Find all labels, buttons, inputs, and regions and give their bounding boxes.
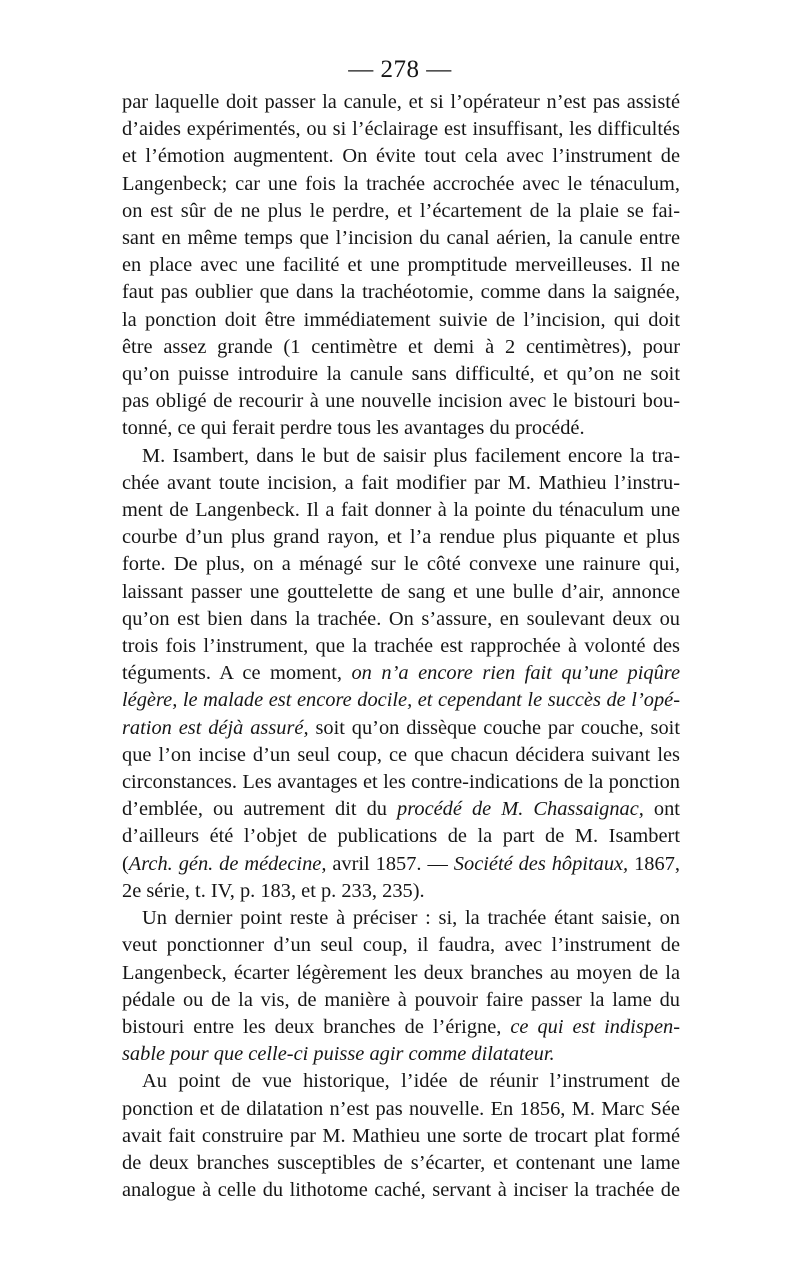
italic-text: Société des hôpitaux, xyxy=(453,852,629,875)
text-line: chée avant toute incision, a fait modifier par M. Mathieu l’instru- xyxy=(122,471,680,494)
italic-text: Arch. gén. de médecine, xyxy=(128,852,327,875)
italic-text: légère, le malade est encore docile, et cependant le succès de l’opé- xyxy=(122,689,680,712)
text-line: que l’on incise d’un seul coup, ce que chacun décidera suivant les xyxy=(122,743,680,766)
page-number: — 278 — xyxy=(348,56,452,83)
text-line: sant en même temps que l’incision du canal aérien, la canule entre xyxy=(122,227,680,250)
text-line xyxy=(122,660,680,687)
text-line xyxy=(122,1041,680,1068)
text-line: M. Isambert, dans le but de saisir plus facilement encore la tra- xyxy=(142,444,680,467)
text-line: faut pas oublier que dans la trachéotomie, comme dans la saignée, xyxy=(122,281,680,304)
text-line: on est sûr de ne plus le perdre, et l’écartement de la plaie se fai- xyxy=(122,199,680,222)
text-line: pas obligé de recourir à une nouvelle incision avec le bistouri bou- xyxy=(122,390,680,413)
text-line xyxy=(122,715,680,742)
text-line: la ponction doit être immédiatement suivie de l’incision, qui doit xyxy=(122,308,680,331)
text-line: qu’on puisse introduire la canule sans difficulté, et qu’on ne soit xyxy=(122,363,680,386)
italic-text: procédé de M. Chassaignac, xyxy=(397,798,644,821)
italic-text: ce qui est indispen- xyxy=(510,1015,680,1038)
text-line: veut ponctionner d’un seul coup, il faudra, avec l’instrument de xyxy=(122,934,680,957)
text-line: trois fois l’instrument, que la trachée est rapprochée à volonté des xyxy=(122,635,680,658)
text-line: et l’émotion augmentent. On évite tout cela avec l’instrument de xyxy=(122,145,680,168)
text-line: laissant passer une gouttelette de sang et une bulle d’air, annonce xyxy=(122,580,680,603)
text-line: Au point de vue historique, l’idée de réunir l’instrument de xyxy=(142,1070,680,1093)
text-line: circonstances. Les avantages et les contre-indications de la ponction xyxy=(122,771,680,794)
text-line: pédale ou de la vis, de manière à pouvoir faire passer la lame du xyxy=(122,988,680,1011)
text-span: téguments. A ce moment, xyxy=(122,662,342,685)
text-line: en place avec une facilité et une promptitude merveilleuses. Il ne xyxy=(122,254,680,277)
text-span: ont xyxy=(653,798,680,821)
text-span: d’emblée, ou autrement dit du xyxy=(122,798,387,821)
text-line: ponction et de dilatation n’est pas nouvelle. En 1856, M. Marc Sée xyxy=(122,1097,680,1120)
text-line: Un dernier point reste à préciser : si, la trachée étant saisie, on xyxy=(142,907,680,930)
text-line: tonné, ce qui ferait perdre tous les avantages du procédé. xyxy=(122,417,585,440)
body-text xyxy=(122,89,680,1204)
text-line xyxy=(122,687,680,714)
text-span: 1867, xyxy=(634,852,680,875)
text-line: analogue à celle du lithotome caché, servant à inciser la trachée de xyxy=(122,1179,680,1202)
text-line: par laquelle doit passer la canule, et si l’opérateur n’est pas assisté xyxy=(122,91,680,113)
italic-text: ration est déjà assuré, xyxy=(122,716,309,739)
text-line: d’ailleurs été l’objet de publications de la part de M. Isambert xyxy=(122,825,680,848)
text-line: 2e série, t. IV, p. 183, et p. 233, 235). xyxy=(122,879,425,902)
text-line: ment de Langenbeck. Il a fait donner à la pointe du ténaculum une xyxy=(122,499,680,522)
text-line: Langenbeck, écarter légèrement les deux branches au moyen de la xyxy=(122,961,680,984)
text-line: avait fait construire par M. Mathieu une sorte de trocart plat formé xyxy=(122,1124,680,1147)
text-line: d’aides expérimentés, ou si l’éclairage est insuffisant, les difficultés xyxy=(122,118,680,141)
text-span: ( xyxy=(122,852,129,875)
text-span: soit qu’on dissèque couche par couche, soit xyxy=(315,716,680,739)
text-line xyxy=(122,1014,680,1041)
text-line: être assez grande (1 centimètre et demi à 2 centimètres), pour xyxy=(122,335,680,358)
text-line: courbe d’un plus grand rayon, et l’a rendue plus piquante et plus xyxy=(122,526,680,549)
italic-text: sable pour que celle-ci puisse agir comme dilatateur. xyxy=(122,1043,555,1066)
text-span: bistouri entre les deux branches de l’érigne, xyxy=(122,1015,502,1038)
text-line: de deux branches susceptibles de s’écarter, et contenant une lame xyxy=(122,1151,680,1174)
text-line: forte. De plus, on a ménagé sur le côté convexe une rainure qui, xyxy=(122,553,680,576)
italic-text: on n’a encore rien fait qu’une piqûre xyxy=(351,662,681,685)
text-line: qu’on est bien dans la trachée. On s’assure, en soulevant deux ou xyxy=(122,607,680,630)
text-line: Langenbeck; car une fois la trachée accrochée avec le ténaculum, xyxy=(122,172,680,195)
text-span: avril 1857. — xyxy=(332,852,448,875)
text-line xyxy=(122,796,680,823)
text-line xyxy=(122,851,680,878)
